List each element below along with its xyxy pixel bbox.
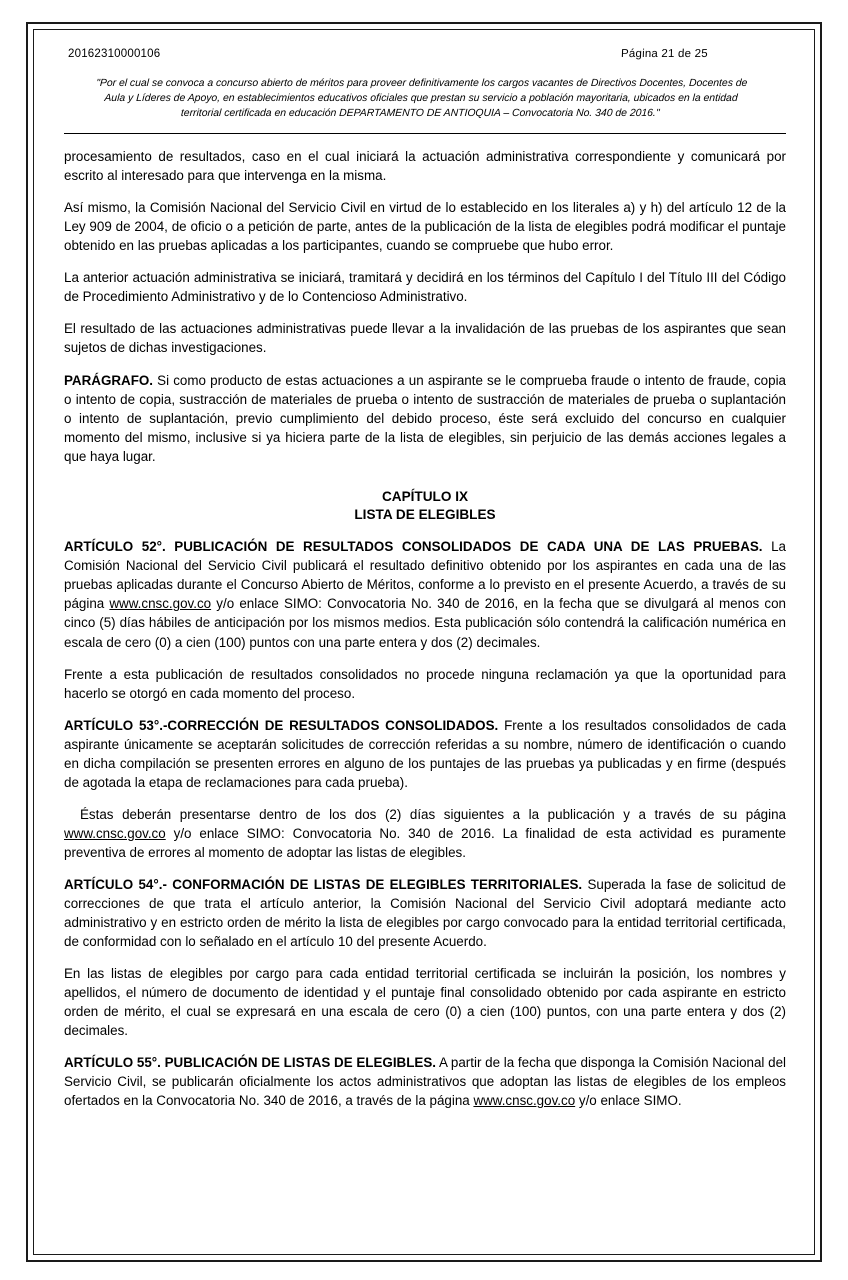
- chapter-number: CAPÍTULO IX: [381, 488, 469, 504]
- paragraph-actuacion: La anterior actuación administrativa se iniciará, tramitará y decidirá en los términos del Capítulo I del Título III del Código de Procedimiento Administrativo y de lo Contencioso Administrativo.: [64, 270, 786, 305]
- article-53-heading: ARTÍCULO 53°.-CORRECCIÓN DE RESULTADOS CONSOLIDADOS.: [64, 717, 499, 733]
- cnsc-link-3[interactable]: www.cnsc.gov.co: [473, 1093, 576, 1109]
- article-52: [64, 537, 786, 651]
- paragraph-paragrafo: [64, 371, 786, 466]
- article-52-followup: Frente a esta publicación de resultados consolidados no procede ninguna reclamación ya que la oportunidad para hacerlo se otorgó en cada momento del proceso.: [64, 666, 786, 701]
- article-53-text: Frente a los resultados consolidados de cada aspirante únicamente se aceptarán solicitudes de corrección referidas a su nombre, número de identificación o cuando en dicha compilación se presenten errores en alguno de los puntajes de las pruebas ya publicadas y en firme (después de agotada la etapa de reclamaciones para cada prueba).: [64, 717, 787, 790]
- article-54-text: Superada la fase de solicitud de correcciones de que trata el artículo anterior, la Comisión Nacional del Servicio Civil adoptará mediante acto administrativo y en estricto orden de mérito la lista de elegibles por cargo convocado para la entidad territorial certificada, de conformidad con lo señalado en el artículo 10 del presente Acuerdo.: [64, 876, 786, 949]
- article-52-heading: ARTÍCULO 52°. PUBLICACIÓN DE RESULTADOS CONSOLIDADOS DE CADA UNA DE LAS PRUEBAS.: [64, 539, 763, 555]
- article-55-text-1: A partir de la fecha que disponga la Comisión Nacional del Servicio Civil, se publicarán oficialmente los actos administrativos que adoptan las listas de elegibles de los empleos ofertados en la Convocatoria No. 340 de 2016, a través de la página: [64, 1055, 786, 1109]
- paragrafo-text: Si como producto de estas actuaciones a un aspirante se le comprueba fraude o intento de fraude, copia o intento de copia, sustracción de materiales de prueba o intento de sustracción de materiales de prueba o suplantación o intento de suplantación, previo cumplimiento del debido proceso, éste será excluido del concurso en cualquier momento del mismo, inclusive si ya hiciera parte de la lista de elegibles, sin perjuicio de las demás acciones legales a que haya lugar.: [64, 372, 786, 464]
- page-number: Página 21 de 25: [621, 48, 709, 60]
- article-54-followup: En las listas de elegibles por cargo para cada entidad territorial certificada se incluirán la posición, los nombres y apellidos, el número de documento de identidad y el puntaje final consolidado obtenido por cada aspirante en estricto orden de mérito, el cual se expresará en una escala de cero (0) a cien (100) puntos, con una parte entera y dos (2) decimales.: [64, 965, 786, 1039]
- page-content: [64, 48, 786, 1110]
- article-54-heading: ARTÍCULO 54°.- CONFORMACIÓN DE LISTAS DE ELEGIBLES TERRITORIALES.: [64, 876, 583, 892]
- article-52-text-2: y/o enlace SIMO: Convocatoria No. 340 de 2016, en la fecha que se divulgará al menos con cinco (5) días hábiles de anticipación por los mismos medios. Esta publicación sólo contendrá la calificación numérica en escala de cero (0) a cien (100) puntos con una parte entera y dos (2) decimales.: [64, 596, 786, 650]
- article-52-text-1: La Comisión Nacional del Servicio Civil publicará el resultado definitivo obtenido por los aspirantes en cada una de las pruebas aplicadas durante el Concurso Abierto de Méritos, conforme a lo previsto en el presente Acuerdo, a través de su página: [64, 539, 786, 612]
- page-header: [64, 48, 786, 60]
- cnsc-link-1[interactable]: www.cnsc.gov.co: [109, 596, 212, 612]
- article-54: [64, 875, 786, 951]
- article-53-followup-1: Éstas deberán presentarse dentro de los dos (2) días siguientes a la publicación y a través de su página: [80, 806, 786, 822]
- document-code: 20162310000106: [68, 48, 161, 60]
- chapter-name: LISTA DE ELEGIBLES: [354, 507, 496, 523]
- chapter-title: [64, 488, 786, 525]
- header-divider: [64, 133, 786, 134]
- article-55-text-2: y/o enlace SIMO.: [575, 1093, 682, 1109]
- article-53-followup-2: y/o enlace SIMO: Convocatoria No. 340 de 2016. La finalidad de esta actividad es puramente preventiva de errores al momento de adoptar las listas de elegibles.: [64, 825, 786, 860]
- article-55-heading: ARTÍCULO 55°. PUBLICACIÓN DE LISTAS DE ELEGIBLES.: [64, 1055, 436, 1071]
- article-53-followup: [64, 805, 786, 862]
- document-epigraph: "Por el cual se convoca a concurso abierto de méritos para proveer definitivamente los cargos vacantes de Directivos Docentes, Docentes de Aula y Líderes de Apoyo, en establecimientos educativos oficiales que prestan su servicio a población mayoritaria, ubicados en la entidad territorial certificada en educación DEPARTAMENTO DE ANTIOQUIA – Convocatoria No. 340 de 2016.": [95, 78, 748, 120]
- paragrafo-label: PARÁGRAFO.: [64, 372, 154, 388]
- paragraph-continuation: procesamiento de resultados, caso en el cual iniciará la actuación administrativa correspondiente y comunicará por escrito al interesado para que intervenga en la misma.: [64, 149, 786, 184]
- paragraph-resultado: El resultado de las actuaciones administrativas puede llevar a la invalidación de las pruebas de los aspirantes que sean sujetos de dichas investigaciones.: [64, 321, 786, 356]
- cnsc-link-2[interactable]: www.cnsc.gov.co: [64, 825, 166, 841]
- article-53: [64, 716, 786, 792]
- paragraph-asimismo: Así mismo, la Comisión Nacional del Servicio Civil en virtud de lo establecido en los literales a) y h) del artículo 12 de la Ley 909 de 2004, de oficio o a petición de parte, antes de la publicación de la lista de elegibles podrá modificar el puntaje obtenido en las pruebas aplicadas a los participantes, cuando se compruebe que hubo error.: [64, 200, 786, 254]
- article-55: [64, 1053, 786, 1110]
